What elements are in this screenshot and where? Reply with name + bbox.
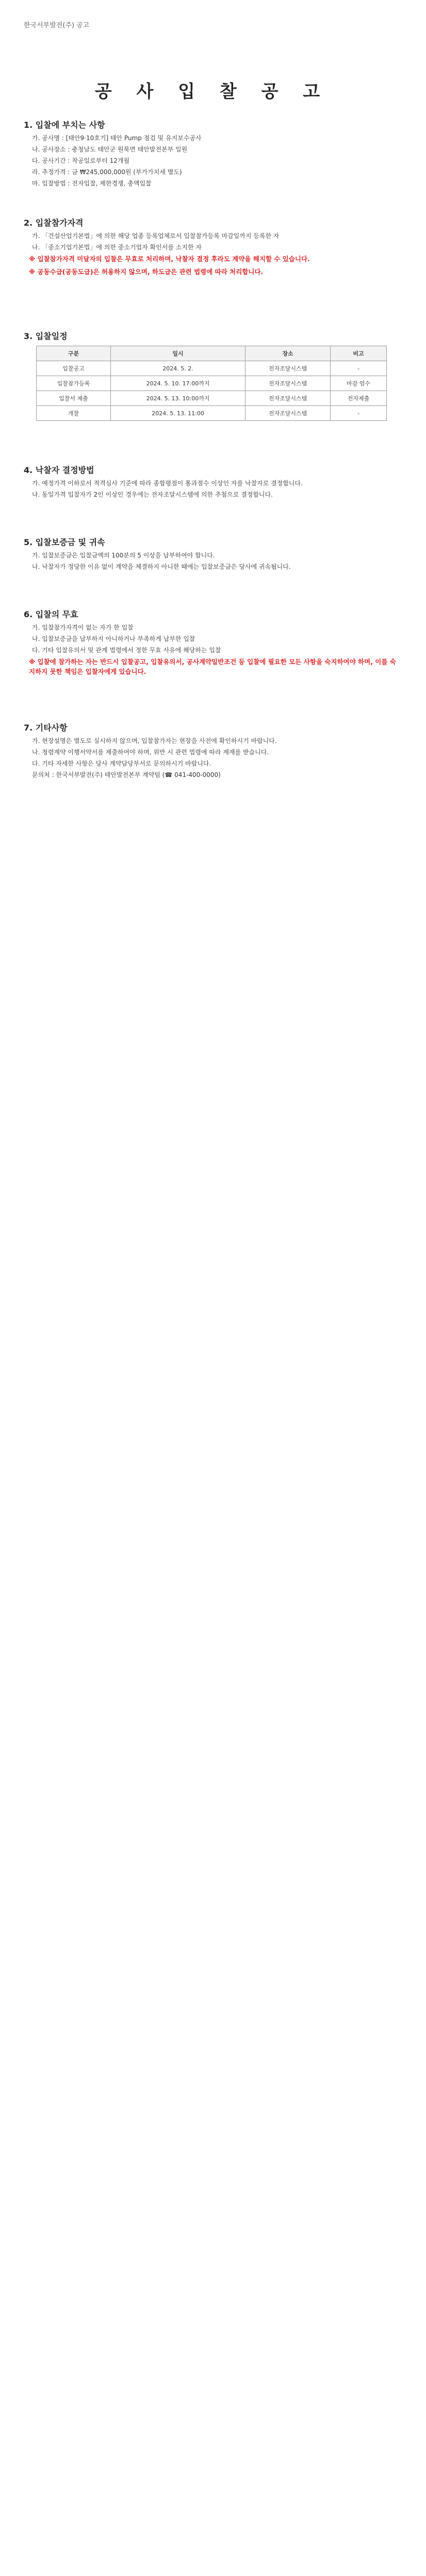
section-2 — [24, 216, 400, 280]
section-1-item: 마. 입찰방법 : 전자입찰, 제한경쟁, 총액입찰 — [32, 180, 152, 187]
section-5-item: 나. 낙찰자가 정당한 이유 없이 계약을 체결하지 아니한 때에는 입찰보증금은 당사에 귀속됩니다. — [32, 563, 291, 570]
table-cell: 마감 엄수 — [331, 376, 387, 391]
table-row — [37, 391, 387, 406]
table-cell: - — [331, 361, 387, 376]
section-2-heading: 2. 입찰참가자격 — [24, 218, 84, 228]
schedule-table — [36, 346, 387, 421]
table-cell: 전자조달시스템 — [245, 361, 331, 376]
section-2-item: 나. 「중소기업기본법」에 의한 중소기업자 확인서를 소지한 자 — [32, 244, 202, 251]
section-1-item: 라. 추정가격 : 금 ₩245,000,000원 (부가가치세 별도) — [32, 168, 182, 176]
section-1-item: 나. 공사장소 : 충청남도 태안군 원북면 태안발전본부 일원 — [32, 146, 188, 153]
section-7-item: 나. 청렴계약 이행서약서를 제출하여야 하며, 위반 시 관련 법령에 따라 제재를 받습니다. — [32, 749, 269, 756]
section-4-item: 나. 동일가격 입찰자가 2인 이상인 경우에는 전자조달시스템에 의한 추첨으로 결정합니다. — [32, 491, 273, 498]
section-3-heading: 3. 입찰일정 — [24, 331, 68, 341]
section-7 — [24, 721, 400, 782]
section-6-item: 다. 기타 입찰유의서 및 관계 법령에서 정한 무효 사유에 해당하는 입찰 — [32, 647, 221, 654]
table-header-cell: 장소 — [245, 346, 331, 361]
section-5-item: 가. 입찰보증금은 입찰금액의 100분의 5 이상을 납부하여야 합니다. — [32, 552, 215, 559]
table-cell: 2024. 5. 10. 17:00까지 — [111, 376, 245, 391]
contact-info: 문의처 : 한국서부발전(주) 태안발전본부 계약팀 (☎ 041-400-0000) — [32, 771, 221, 778]
section-7-item: 다. 기타 자세한 사항은 당사 계약담당부서로 문의하시기 바랍니다. — [32, 760, 211, 767]
section-1-item: 다. 공사기간 : 착공일로부터 12개월 — [32, 157, 130, 164]
table-header-cell: 비고 — [331, 346, 387, 361]
table-cell: 개찰 — [37, 406, 111, 421]
section-6-item: 가. 입찰참가자격이 없는 자가 한 입찰 — [32, 624, 134, 631]
section-5-heading: 5. 입찰보증금 및 귀속 — [24, 537, 105, 547]
section-6-heading: 6. 입찰의 무효 — [24, 609, 78, 619]
table-cell: 2024. 5. 2. — [111, 361, 245, 376]
section-2-warning: ※ 공동수급(공동도급)은 허용하지 않으며, 하도급은 관련 법령에 따라 처리합니다. — [29, 268, 264, 276]
table-cell: - — [331, 406, 387, 421]
table-cell: 입찰공고 — [37, 361, 111, 376]
table-header-cell: 구분 — [37, 346, 111, 361]
notice-page — [24, 0, 400, 2576]
section-4-item: 가. 예정가격 이하로서 적격심사 기준에 따라 종합평점이 통과점수 이상인 자를 낙찰자로 결정합니다. — [32, 480, 303, 487]
table-cell: 2024. 5. 13. 11:00 — [111, 406, 245, 421]
section-6 — [24, 608, 400, 680]
section-1-item: 가. 공사명 : [태안9·10호기] 태안 Pump 점검 및 유지보수공사 — [32, 134, 202, 142]
table-row — [37, 376, 387, 391]
section-1 — [24, 118, 400, 190]
section-1-heading: 1. 입찰에 부치는 사항 — [24, 120, 105, 130]
table-row — [37, 406, 387, 421]
section-5 — [24, 536, 400, 573]
section-3 — [24, 330, 400, 425]
table-cell: 입찰참가등록 — [37, 376, 111, 391]
table-cell: 전자조달시스템 — [245, 376, 331, 391]
section-2-item: 가. 「건설산업기본법」에 의한 해당 업종 등록업체로서 입찰참가등록 마감일까지 등록한 자 — [32, 232, 280, 240]
table-row — [37, 361, 387, 376]
table-cell: 2024. 5. 13. 10:00까지 — [111, 391, 245, 406]
table-header-cell: 일시 — [111, 346, 245, 361]
section-7-heading: 7. 기타사항 — [24, 723, 68, 733]
table-cell: 전자조달시스템 — [245, 406, 331, 421]
table-header-row — [37, 346, 387, 361]
table-cell: 전자제출 — [331, 391, 387, 406]
section-2-warning: ※ 입찰참가자격 미달자의 입찰은 무효로 처리하며, 낙찰자 결정 후라도 계약을 해지할 수 있습니다. — [29, 255, 310, 263]
agency-label: 한국서부발전(주) 공고 — [24, 22, 90, 29]
page-title: 공 사 입 찰 공 고 — [94, 81, 330, 102]
section-4-heading: 4. 낙찰자 결정방법 — [24, 465, 94, 475]
section-6-item: 나. 입찰보증금을 납부하지 아니하거나 부족하게 납부한 입찰 — [32, 635, 195, 642]
section-7-item: 가. 현장설명은 별도로 실시하지 않으며, 입찰참가자는 현장을 사전에 확인하시기 바랍니다. — [32, 737, 277, 744]
section-4 — [24, 464, 400, 501]
table-cell: 입찰서 제출 — [37, 391, 111, 406]
section-6-warning: ※ 입찰에 참가하는 자는 반드시 입찰공고, 입찰유의서, 공사계약일반조건 등 입찰에 필요한 모든 사항을 숙지하여야 하며, 이를 숙지하지 못한 책임은 입찰자에게 있습니다. — [29, 658, 396, 675]
table-cell: 전자조달시스템 — [245, 391, 331, 406]
